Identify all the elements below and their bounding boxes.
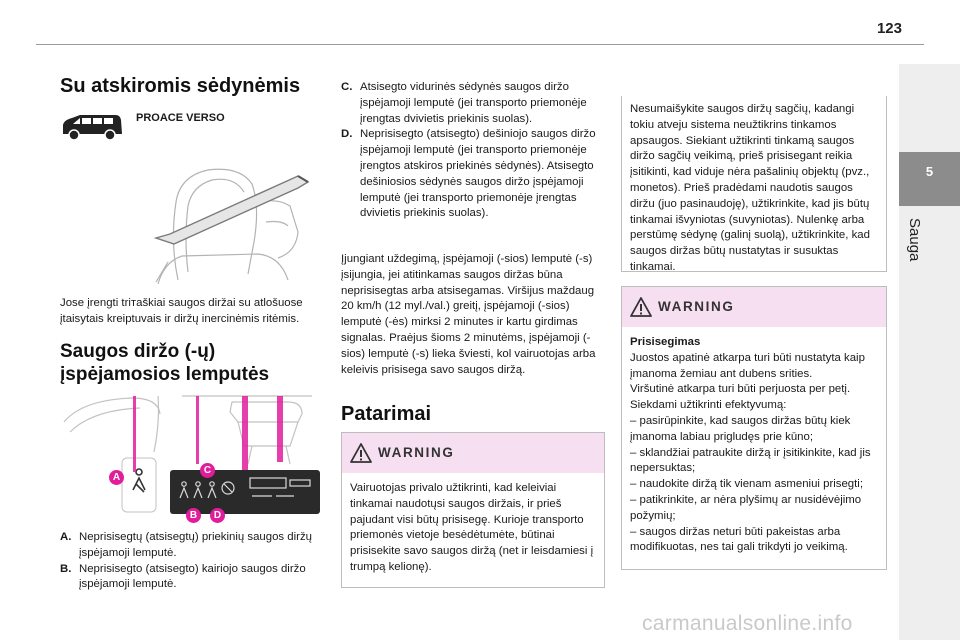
section-heading: Su atskiromis sėdynėmis (60, 75, 301, 97)
warning-line: – patikrinkite, ar nėra plyšimų ar nusidėvėjimo požymių; (630, 493, 862, 522)
warning-title: WARNING (658, 299, 735, 314)
chapter-title-wrap (906, 218, 926, 338)
legend-key: A. (60, 531, 72, 543)
warning-line: Siekdami užtikrinti efektyvumą: (630, 399, 787, 412)
warning-line: – saugos diržas neturi būti pakeistas arba modifikuotas, nes tai gali trikdyti jo veikimą. (630, 525, 848, 554)
side-tab-top (899, 64, 960, 152)
warning-line: Juostos apatinė atkarpa turi būti nustatyta kaip įmanoma žemiau ant dubens srities. (630, 351, 865, 380)
side-tab-active[interactable] (899, 152, 960, 206)
seat-caption: Jose įrengti trітaškiai saugos diržai su atlošuose įtaisytais kreiptuvais ir diržų inercinėmis ritėmis. (60, 297, 303, 325)
legend-list-cd (341, 80, 606, 222)
model-label: PROACE VERSO (136, 112, 225, 124)
legend-item (60, 562, 322, 594)
warning-triangle-icon (630, 297, 652, 317)
warning-line: – pasirūpinkite, kad saugos diržas būtų kiek įmanoma labiau prigludęs prie kūno; (630, 414, 851, 443)
warning-header (622, 287, 886, 327)
warning-line: – sklandžiai patraukite diržą ir įsitikinkite, kad jis nepersuktas; (630, 446, 871, 475)
legend-key: B. (60, 562, 72, 575)
legend-key: D. (341, 128, 353, 141)
warning-body (622, 327, 886, 564)
sub-heading: Saugos diržo (-ų) įspėjamosios lemputės (60, 341, 270, 385)
legend-item (341, 80, 606, 127)
warning-box-driver (341, 432, 605, 588)
page-number: 123 (876, 20, 902, 37)
model-row (60, 110, 322, 150)
warning-text: Vairuotojas privalo užtikrinti, kad keleiviai tinkamai naudotųsi saugos diržais, ir prieš pajudant visi būtų prisisegę. Kuriojе transporto priemonės vietoje besėdėtumėte, būtinai prisisekite savo saugos diržą (net ir leisdamiesi į trumpą kelionę). (350, 482, 594, 573)
legend-list-ab (60, 530, 322, 593)
van-icon (60, 112, 124, 142)
legend-item (60, 530, 322, 562)
warning-triangle-icon (350, 443, 372, 463)
legend-text: Atsisegto vidurinės sėdynės saugos diržo įspėjamoji lemputė (jei transporto priemonėje įrengtas dvivietis priekinis suolas). (360, 81, 587, 125)
legend-item (341, 127, 606, 222)
legend-text: Neprisisegtų (atsisegtų) priekinių saugos diržų įspėjamoji lemputė. (79, 531, 312, 559)
warning-header (342, 433, 604, 473)
chapter-number: 5 (925, 164, 934, 179)
seat-illustration (148, 162, 318, 288)
note-text: Nesumaišykite saugos diržų sagčių, kadangi tokiu atveju sistema neužtikrins tinkamos apsaugos. Siekiant užtikrinti tinkamą saugos diržo sagčių veikimą, prieš prisisegant reikia įsitikinti, kad viduje nėra pašalinių objektų (pvz., monetos). Prieš pradėdami naudotis saugos diržu (juo pasinaudoję), užtikrinkite, kad jis būtų tinkamai išvyniotas (suvyniotas). Nulenkę arba perstūmę sėdynę (galinį suolą), užtikrinkite, kad saugos diržas būtų nustatytas ir susuktas tinkamai. (630, 103, 870, 273)
note-box (621, 96, 887, 272)
legend-text: Neprisisegto (atsisegto) kairiojo saugos diržo įspėjamoji lemputė. (79, 562, 306, 591)
warning-line: – naudokite diržą tik vienam asmeniui prisegti; (630, 478, 863, 491)
legend-key: C. (341, 81, 353, 93)
legend-text: Neprisisegto (atsisegto) dešiniojo saugos diržo įspėjamoji lemputė (jei transporto priemonėje įrengtos atskiros priekinės sėdynės). Atsisegto dešiniosios sėdynės saugos diržo įspėjamoji lemputė (jei transporto priemonėje įrengtas dvivietis priekinis suolas). (360, 128, 596, 220)
dashboard-illustration (62, 392, 322, 522)
marker-b: B (186, 508, 201, 523)
top-rule (36, 44, 924, 45)
chapter-title: Sauga (906, 218, 923, 262)
warning-line: Viršutinė atkarpa turi būti perjuosta per petį. (630, 383, 851, 396)
marker-a: A (109, 470, 124, 485)
marker-c: C (200, 463, 215, 478)
warning-subtitle: Prisisegimas (630, 336, 701, 348)
tips-heading: Patarimai (341, 403, 432, 425)
warning-light-paragraph: Įjungiant uždegimą, įspėjamoji (-sios) lemputė (-s) įsijungia, jei atitinkamas saugos diržas būna neprisisegtas arba atsisegamas. Viršijus maždaug 20 km/h (12 myl./val.) greitį, įspėjamoji (-sios) lemputė (-ės) mirksi 2 minutes ir kartu girdimas signalas. Praėjus šioms 2 minutėms, įspėjamoji (-sios) lemputė (-s) lieka šviesti, kol vairuotojas arba keleivis prisisega savo saugos diržą. (341, 253, 596, 376)
marker-d: D (210, 508, 225, 523)
watermark: carmanualsonline.info (642, 612, 853, 635)
warning-box-fastening (621, 286, 887, 570)
warning-title: WARNING (378, 445, 455, 460)
